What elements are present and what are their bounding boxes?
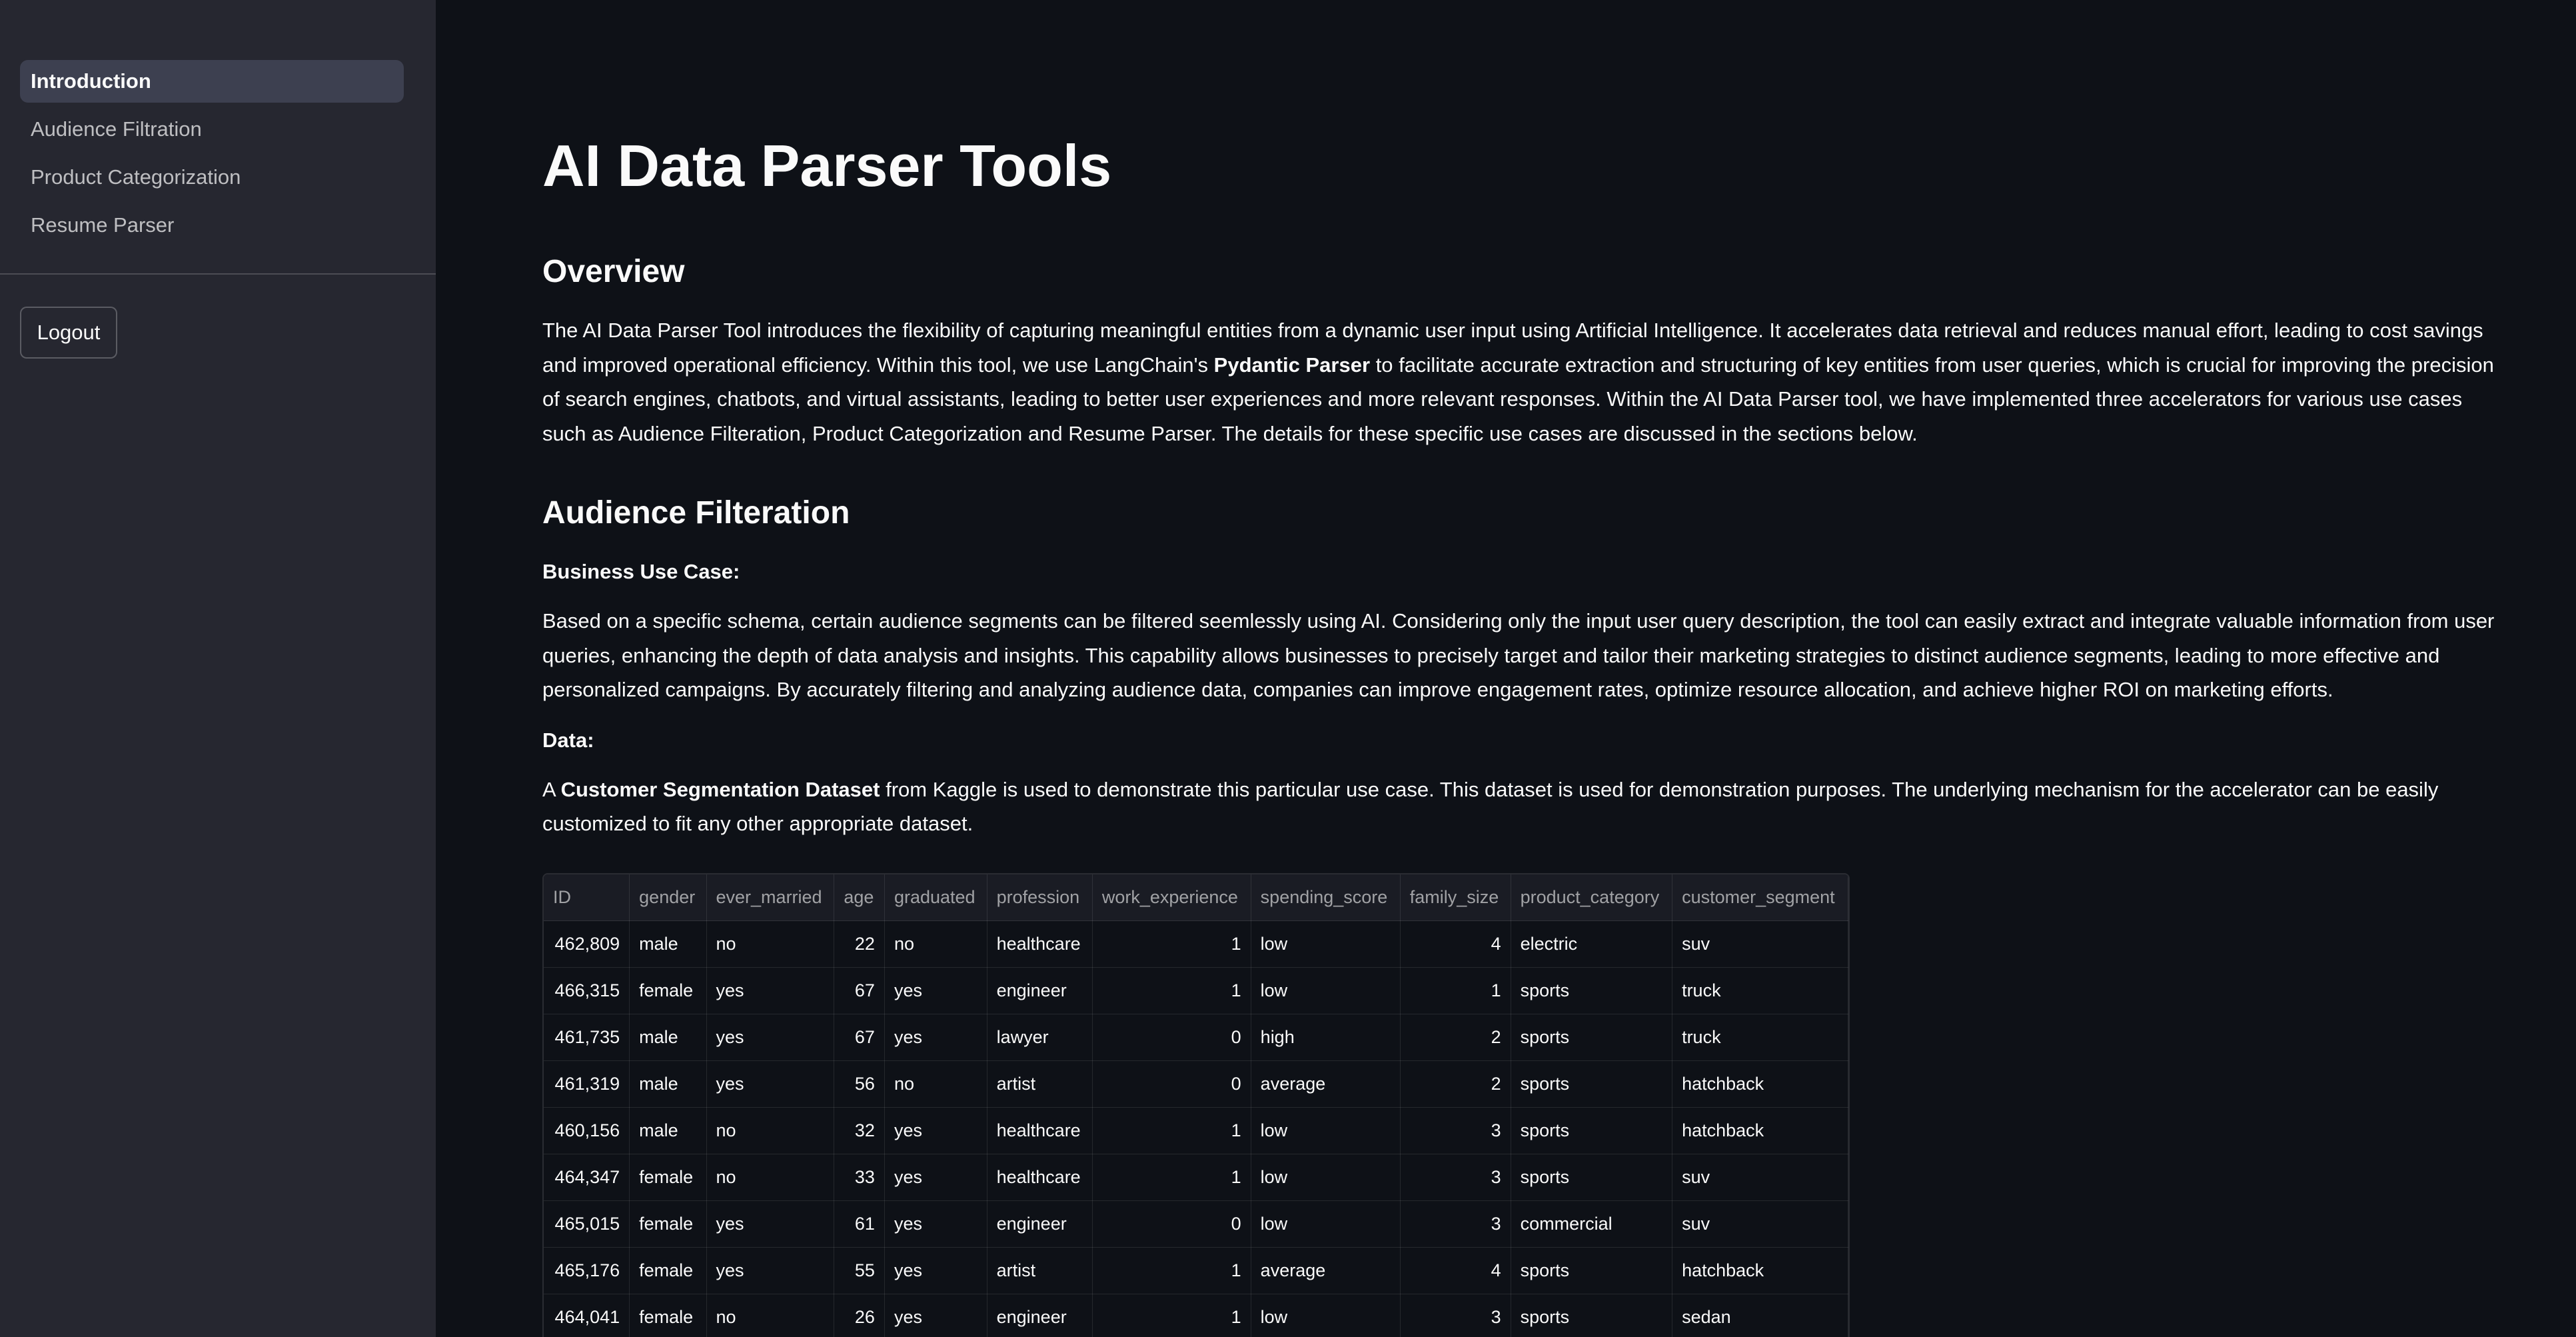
column-header-customer-segment[interactable]: customer_segment [1672,874,1848,921]
table-cell-age[interactable]: 55 [834,1248,885,1294]
column-header-family-size[interactable]: family_size [1400,874,1511,921]
table-cell-ever-married[interactable]: no [706,1294,834,1337]
dataset-table[interactable] [542,873,1850,1337]
sidebar-item-product-categorization[interactable]: Product Categorization [31,165,241,189]
table-cell-spending-score[interactable]: high [1251,1014,1400,1061]
sidebar [0,0,436,1337]
table-row[interactable] [544,1061,1848,1108]
table-cell-profession[interactable]: artist [987,1061,1092,1108]
table-cell-product-category[interactable]: sports [1511,1108,1672,1154]
table-cell-age[interactable]: 56 [834,1061,885,1108]
column-header-spending-score[interactable]: spending_score [1251,874,1400,921]
table-cell-spending-score[interactable]: low [1251,1201,1400,1248]
sidebar-divider [0,273,436,275]
table-cell-family-size[interactable]: 3 [1400,1108,1511,1154]
table-cell-profession[interactable]: engineer [987,1294,1092,1337]
table-cell-work-experience[interactable]: 1 [1092,921,1251,968]
table-row[interactable] [544,1294,1848,1337]
table-cell-graduated[interactable]: yes [884,1154,987,1201]
sidebar-item-audience-filtration[interactable]: Audience Filtration [31,117,202,141]
table-cell-graduated[interactable]: yes [884,1014,987,1061]
table-cell-ever-married[interactable]: no [706,1108,834,1154]
table-cell-gender[interactable]: female [630,1294,706,1337]
table-row[interactable] [544,968,1848,1014]
data-text-start: A [542,777,561,801]
table-cell-age[interactable]: 33 [834,1154,885,1201]
column-header-graduated[interactable]: graduated [884,874,987,921]
table-cell-work-experience[interactable]: 0 [1092,1201,1251,1248]
table-cell-profession[interactable]: healthcare [987,921,1092,968]
table-cell-profession[interactable]: healthcare [987,1154,1092,1201]
table-cell-work-experience[interactable]: 1 [1092,968,1251,1014]
table-cell-age[interactable]: 67 [834,968,885,1014]
overview-text-end: to facilitate accurate extraction and structuring of key entities from user queries, which is crucial for improving the precision of search engines, chatbots, and virtual assistants, leading to better user experiences and more relevant responses. Within the AI Data Parser tool, we have implemented three accelerators for various use cases such as Audience Filteration, Product Categorization and Resume Parser. The details for these specific use cases are discussed in the sections below. [542,353,2494,445]
table-cell-profession[interactable]: engineer [987,1201,1092,1248]
table-cell-work-experience[interactable]: 0 [1092,1014,1251,1061]
table-cell-age[interactable]: 22 [834,921,885,968]
table-row[interactable] [544,1014,1848,1061]
table-cell-customer-segment[interactable]: sedan [1672,1294,1848,1337]
table-cell-ID[interactable]: 464,347 [544,1154,630,1201]
column-header-profession[interactable]: profession [987,874,1092,921]
table-cell-age[interactable]: 26 [834,1294,885,1337]
table-cell-spending-score[interactable]: low [1251,921,1400,968]
table-cell-family-size[interactable]: 4 [1400,1248,1511,1294]
table-cell-ID[interactable]: 461,735 [544,1014,630,1061]
table-cell-graduated[interactable]: no [884,1061,987,1108]
table-row[interactable] [544,1108,1848,1154]
table-cell-customer-segment[interactable]: truck [1672,1014,1848,1061]
table-cell-spending-score[interactable]: low [1251,1108,1400,1154]
table-cell-gender[interactable]: male [630,921,706,968]
table-cell-work-experience[interactable]: 1 [1092,1294,1251,1337]
table-cell-ID[interactable]: 464,041 [544,1294,630,1337]
table-cell-product-category[interactable]: commercial [1511,1201,1672,1248]
table-cell-ever-married[interactable]: yes [706,968,834,1014]
table-cell-gender[interactable]: female [630,968,706,1014]
table-cell-graduated[interactable]: no [884,921,987,968]
table-row[interactable] [544,1248,1848,1294]
overview-text-start: The AI Data Parser Tool introduces the flexibility of capturing meaningful entities from a dynamic user input using Artificial Intelligence. It accelerates data retrieval and reduces manual effort, leading to cost savings and improved operational efficiency. Within this tool, we use LangChain's [542,319,2483,377]
table-cell-age[interactable]: 67 [834,1014,885,1061]
table-cell-gender[interactable]: female [630,1154,706,1201]
column-header-ID[interactable]: ID [544,874,630,921]
table-cell-spending-score[interactable]: average [1251,1061,1400,1108]
table-cell-family-size[interactable]: 2 [1400,1014,1511,1061]
table-header-row [544,874,1848,921]
table-cell-family-size[interactable]: 4 [1400,921,1511,968]
table-cell-ever-married[interactable]: yes [706,1061,834,1108]
logout-button[interactable]: Logout [20,307,117,359]
page-title: AI Data Parser Tools [542,133,1112,199]
table-cell-ever-married[interactable]: yes [706,1248,834,1294]
table-cell-gender[interactable]: male [630,1108,706,1154]
table-cell-customer-segment[interactable]: truck [1672,968,1848,1014]
table-cell-product-category[interactable]: sports [1511,1061,1672,1108]
table-cell-work-experience[interactable]: 1 [1092,1154,1251,1201]
table-cell-gender[interactable]: female [630,1201,706,1248]
table-cell-ID[interactable]: 466,315 [544,968,630,1014]
table-cell-graduated[interactable]: yes [884,1201,987,1248]
table-cell-product-category[interactable]: sports [1511,1154,1672,1201]
business-use-case-label: Business Use Case: [542,560,740,583]
table-cell-ID[interactable]: 465,176 [544,1248,630,1294]
sidebar-nav [20,60,404,252]
table-cell-customer-segment[interactable]: suv [1672,1154,1848,1201]
sidebar-item-resume-parser[interactable]: Resume Parser [31,213,175,237]
table-cell-gender[interactable]: female [630,1248,706,1294]
table-cell-profession[interactable]: healthcare [987,1108,1092,1154]
overview-paragraph [542,313,2508,451]
table-cell-product-category[interactable]: sports [1511,968,1672,1014]
table-cell-graduated[interactable]: yes [884,1248,987,1294]
data-paragraph [542,772,2508,841]
column-header-work-experience[interactable]: work_experience [1092,874,1251,921]
table-cell-graduated[interactable]: yes [884,1108,987,1154]
table-cell-work-experience[interactable]: 1 [1092,1248,1251,1294]
table-cell-profession[interactable]: engineer [987,968,1092,1014]
column-header-age[interactable]: age [834,874,885,921]
column-header-gender[interactable]: gender [630,874,706,921]
column-header-product-category[interactable]: product_category [1511,874,1672,921]
table-cell-spending-score[interactable]: low [1251,1154,1400,1201]
content-column [542,127,2508,1337]
table-cell-customer-segment[interactable]: hatchback [1672,1248,1848,1294]
table-cell-customer-segment[interactable]: suv [1672,1201,1848,1248]
table-cell-profession[interactable]: lawyer [987,1014,1092,1061]
table-cell-ever-married[interactable]: no [706,921,834,968]
table-cell-product-category[interactable]: sports [1511,1294,1672,1337]
overview-heading: Overview [542,254,685,289]
table-cell-ID[interactable]: 461,319 [544,1061,630,1108]
table-cell-graduated[interactable]: yes [884,968,987,1014]
table-cell-gender[interactable]: male [630,1061,706,1108]
table-cell-work-experience[interactable]: 1 [1092,1108,1251,1154]
data-text-end: from Kaggle is used to demonstrate this particular use case. This dataset is used for demonstration purposes. The underlying mechanism for the accelerator can be easily customized to fit any other appropriate dataset. [542,777,2439,835]
table-row[interactable] [544,1201,1848,1248]
table-cell-ever-married[interactable]: no [706,1154,834,1201]
table-cell-product-category[interactable]: sports [1511,1248,1672,1294]
table-cell-family-size[interactable]: 2 [1400,1061,1511,1108]
pydantic-parser-bold: Pydantic Parser [1213,353,1371,377]
table-cell-customer-segment[interactable]: hatchback [1672,1061,1848,1108]
table-cell-spending-score[interactable]: average [1251,1248,1400,1294]
table-cell-customer-segment[interactable]: hatchback [1672,1108,1848,1154]
data-label: Data: [542,728,594,752]
table-cell-ever-married[interactable]: yes [706,1014,834,1061]
table-cell-ID[interactable]: 462,809 [544,921,630,968]
column-header-ever-married[interactable]: ever_married [706,874,834,921]
table-row[interactable] [544,921,1848,968]
table-cell-family-size[interactable]: 3 [1400,1154,1511,1201]
table-cell-age[interactable]: 61 [834,1201,885,1248]
table-cell-spending-score[interactable]: low [1251,1294,1400,1337]
table-cell-age[interactable]: 32 [834,1108,885,1154]
audience-heading: Audience Filteration [542,495,850,531]
table-cell-ID[interactable]: 460,156 [544,1108,630,1154]
table-row[interactable] [544,1154,1848,1201]
table-cell-product-category[interactable]: electric [1511,921,1672,968]
dataset-name-bold: Customer Segmentation Dataset [560,777,880,801]
table-cell-family-size[interactable]: 3 [1400,1294,1511,1337]
table-cell-product-category[interactable]: sports [1511,1014,1672,1061]
business-use-case-paragraph: Based on a specific schema, certain audience segments can be filtered seemlessly using AI. Considering only the input user query description, the tool can easily extract and integrate valuable information from user queries, enhancing the depth of data analysis and insights. This capability allows businesses to precisely target and tailor their marketing strategies to distinct audience segments, leading to more effective and personalized campaigns. By accurately filtering and analyzing audience data, companies can improve engagement rates, optimize resource allocation, and achieve higher ROI on marketing efforts. [542,609,2495,701]
table-cell-profession[interactable]: artist [987,1248,1092,1294]
main-content [436,0,2576,1337]
sidebar-item-introduction[interactable]: Introduction [20,60,404,103]
table-cell-spending-score[interactable]: low [1251,968,1400,1014]
table-body [544,921,1848,1337]
table-cell-gender[interactable]: male [630,1014,706,1061]
table-cell-customer-segment[interactable]: suv [1672,921,1848,968]
table-cell-family-size[interactable]: 3 [1400,1201,1511,1248]
table-cell-ID[interactable]: 465,015 [544,1201,630,1248]
table-cell-family-size[interactable]: 1 [1400,968,1511,1014]
table-cell-graduated[interactable]: yes [884,1294,987,1337]
table-cell-ever-married[interactable]: yes [706,1201,834,1248]
table-cell-work-experience[interactable]: 0 [1092,1061,1251,1108]
